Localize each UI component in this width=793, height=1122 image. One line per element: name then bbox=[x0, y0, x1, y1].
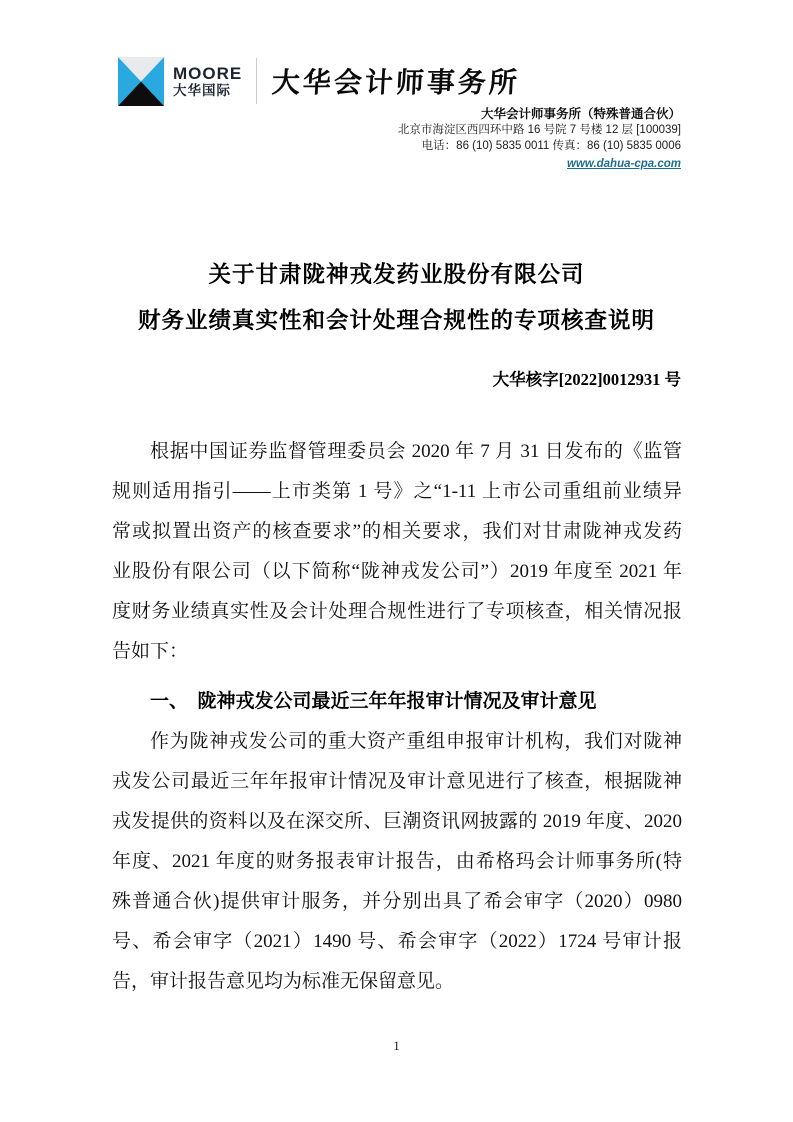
paragraph1-line: 业股份有限公司（以下简称“陇神戎发公司”）2019 年度至 2021 年 bbox=[112, 561, 682, 582]
brand-sub-label: 大华国际 bbox=[173, 82, 231, 98]
paragraph1-line: 告如下： bbox=[112, 641, 189, 662]
page-number: 1 bbox=[393, 1038, 400, 1053]
document-title-line2: 财务业绩真实性和会计处理合规性的专项核查说明 bbox=[137, 308, 655, 333]
contact-website bbox=[398, 154, 681, 173]
paragraph2-line: 告，审计报告意见均为标准无保留意见。 bbox=[112, 971, 455, 992]
letterhead bbox=[118, 56, 520, 106]
section-heading-1: 一、 陇神戎发公司最近三年年报审计情况及审计意见 bbox=[150, 691, 597, 712]
document-body bbox=[112, 432, 682, 1002]
paragraph2-line: 戎发提供的资料以及在深交所、巨潮资讯网披露的 2019 年度、2020 bbox=[112, 811, 682, 832]
brand-text bbox=[173, 64, 242, 99]
contact-block bbox=[398, 106, 681, 173]
paragraph1-line: 常或拟置出资产的核查要求”的相关要求，我们对甘肃陇神戎发药 bbox=[112, 521, 682, 542]
firm-calligraphy-title: 大华会计师事务所 bbox=[271, 68, 521, 99]
contact-phone-fax: 电话：86 (10) 5835 0011 传真：86 (10) 5835 0006 bbox=[421, 140, 681, 152]
website-link[interactable]: www.dahua-cpa.com bbox=[567, 158, 681, 170]
contact-firm-name: 大华会计师事务所（特殊普通合伙） bbox=[480, 107, 681, 121]
paragraph1-line: 根据中国证券监督管理委员会 2020 年 7 月 31 日发布的《监管 bbox=[150, 441, 682, 462]
paragraph2-line: 年度、2021 年度的财务报表审计报告，由希格玛会计师事务所(特 bbox=[112, 851, 682, 872]
document-title bbox=[0, 252, 793, 344]
document-title-line1: 关于甘肃陇神戎发药业股份有限公司 bbox=[208, 262, 585, 287]
paragraph1-line: 规则适用指引——上市类第 1 号》之“1-11 上市公司重组前业绩异 bbox=[112, 481, 682, 502]
document-number: 大华核字[2022]0012931 号 bbox=[492, 370, 681, 389]
paragraph1-line: 度财务业绩真实性及会计处理合规性进行了专项核查，相关情况报 bbox=[112, 601, 682, 622]
moore-logo-icon bbox=[118, 57, 164, 106]
paragraph2-line: 殊普通合伙)提供审计服务，并分别出具了希会审字（2020）0980 bbox=[112, 891, 682, 912]
brand-divider bbox=[256, 58, 257, 104]
paragraph2-line: 戎发公司最近三年年报审计情况及审计意见进行了核查，根据陇神 bbox=[112, 771, 682, 792]
brand-moore-label: MOORE bbox=[173, 63, 243, 83]
contact-address: 北京市海淀区西四环中路 16 号院 7 号楼 12 层 [100039] bbox=[397, 124, 681, 136]
paragraph2-line: 号、希会审字（2021）1490 号、希会审字（2022）1724 号审计报 bbox=[112, 931, 682, 952]
paragraph2-line: 作为陇神戎发公司的重大资产重组申报审计机构，我们对陇神 bbox=[150, 731, 682, 752]
